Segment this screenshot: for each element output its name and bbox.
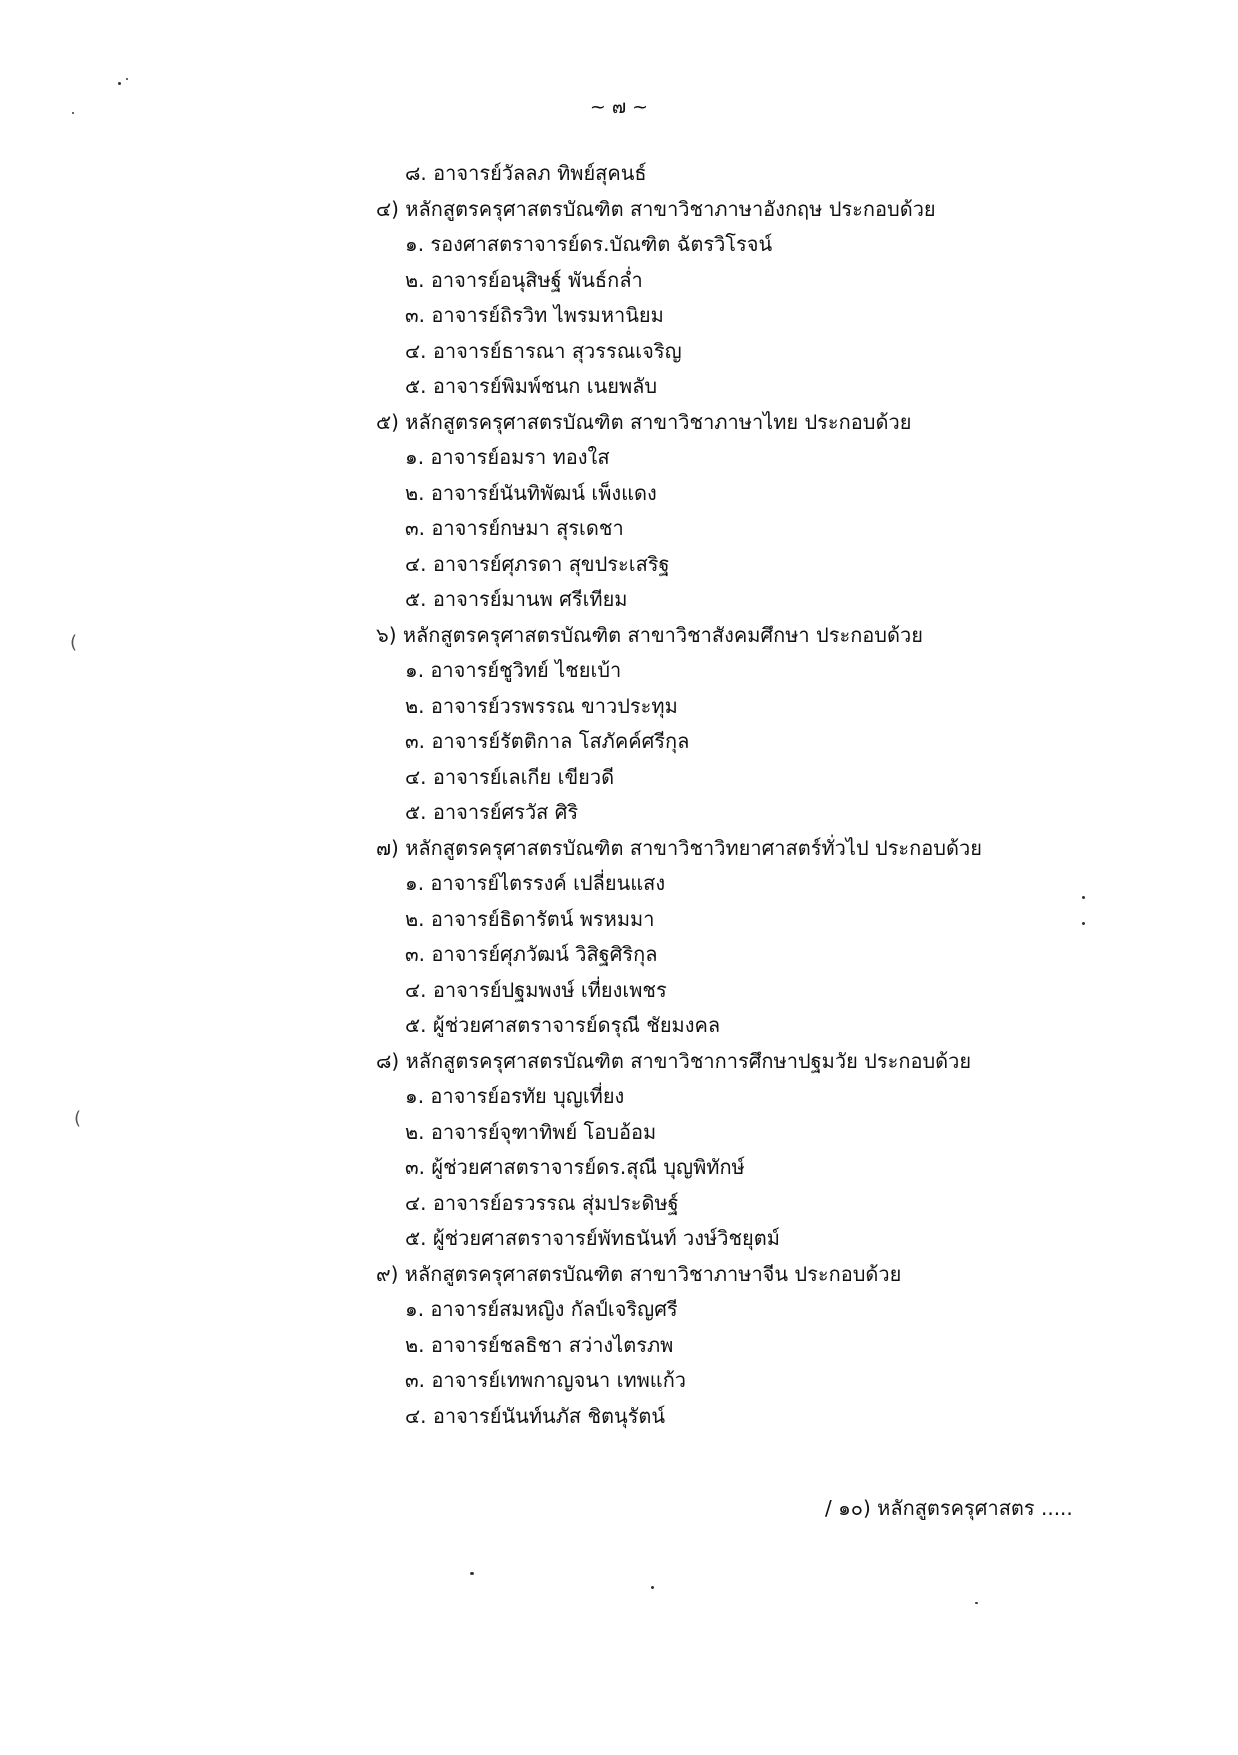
member-line: ๕. อาจารย์พิมพ์ชนก เนยพลับ <box>405 374 658 398</box>
margin-mark: ( <box>74 1108 82 1129</box>
scan-speck <box>72 112 74 114</box>
member-line: ๔. อาจารย์อรวรรณ สุ่มประดิษฐ์ <box>405 1191 679 1215</box>
member-line: ๒. อาจารย์นันทิพัฒน์ เพ็งแดง <box>405 481 657 505</box>
member-line: ๑. อาจารย์อมรา ทองใส <box>405 445 610 469</box>
member-line: ๑. อาจารย์ชูวิทย์ ไชยเบ้า <box>405 658 622 682</box>
program-heading: ๔) หลักสูตรครุศาสตรบัณฑิต สาขาวิชาภาษาอังกฤษ ประกอบด้วย <box>376 197 936 221</box>
scan-speck <box>1082 896 1085 899</box>
program-heading: ๘) หลักสูตรครุศาสตรบัณฑิต สาขาวิชาการศึกษาปฐมวัย ประกอบด้วย <box>376 1049 972 1073</box>
member-line: ๓. อาจารย์ศุภวัฒน์ วิสิฐศิริกุล <box>405 942 658 966</box>
scan-speck <box>651 1586 654 1589</box>
program-heading: ๕) หลักสูตรครุศาสตรบัณฑิต สาขาวิชาภาษาไทย ประกอบด้วย <box>376 410 912 434</box>
member-line: ๕. ผู้ช่วยศาสตราจารย์พัทธนันท์ วงษ์วิชยุตม์ <box>405 1226 780 1250</box>
member-line: ๕. ผู้ช่วยศาสตราจารย์ดรุณี ชัยมงคล <box>405 1013 721 1037</box>
program-heading: ๗) หลักสูตรครุศาสตรบัณฑิต สาขาวิชาวิทยาศาสตร์ทั่วไป ประกอบด้วย <box>376 836 982 860</box>
member-line: ๔. อาจารย์เลเกีย เขียวดี <box>405 765 615 789</box>
member-line: ๕. อาจารย์ศรวัส ศิริ <box>405 800 579 824</box>
member-line: ๒. อาจารย์วรพรรณ ขาวประทุม <box>405 694 678 718</box>
member-line: ๓. อาจารย์กษมา สุรเดชา <box>405 516 624 540</box>
program-heading: ๙) หลักสูตรครุศาสตรบัณฑิต สาขาวิชาภาษาจีน ประกอบด้วย <box>376 1262 902 1286</box>
member-line: ๑. อาจารย์สมหญิง กัลป์เจริญศรี <box>405 1297 678 1321</box>
member-line: ๔. อาจารย์ศุภรดา สุขประเสริฐ <box>405 552 670 576</box>
member-line: ๓. อาจารย์เทพกาญจนา เทพแก้ว <box>405 1368 687 1392</box>
member-line: ๔. อาจารย์ปฐมพงษ์ เที่ยงเพชร <box>405 978 667 1002</box>
page-number: ~ ๗ ~ <box>589 96 649 118</box>
member-line: ๓. ผู้ช่วยศาสตราจารย์ดร.สุณี บุญพิทักษ์ <box>405 1155 745 1179</box>
member-line: ๒. อาจารย์ชลธิชา สว่างไตรภพ <box>405 1333 674 1357</box>
member-line: ๓. อาจารย์ถิรวิท ไพรมหานิยม <box>405 303 664 327</box>
scan-speck <box>975 1602 978 1604</box>
program-heading: ๖) หลักสูตรครุศาสตรบัณฑิต สาขาวิชาสังคมศึกษา ประกอบด้วย <box>376 623 923 647</box>
scan-speck <box>118 82 121 85</box>
member-line: ๘. อาจารย์วัลลภ ทิพย์สุคนธ์ <box>405 161 647 185</box>
scan-speck <box>1082 922 1085 925</box>
member-line: ๒. อาจารย์ธิดารัตน์ พรหมมา <box>405 907 655 931</box>
member-line: ๒. อาจารย์อนุสิษฐ์ พันธ์กล่ำ <box>405 268 643 292</box>
member-line: ๑. อาจารย์อรทัย บุญเที่ยง <box>405 1084 625 1108</box>
member-line: ๔. อาจารย์นันท์นภัส ชิตนุรัตน์ <box>405 1404 666 1428</box>
member-line: ๓. อาจารย์รัตติกาล โสภัคค์ศรีกุล <box>405 729 690 753</box>
member-line: ๕. อาจารย์มานพ ศรีเทียม <box>405 587 628 611</box>
continuation-note: / ๑๐) หลักสูตรครุศาสตร ..... <box>825 1496 1073 1520</box>
margin-mark: ( <box>70 632 78 653</box>
member-line: ๑. รองศาสตราจารย์ดร.บัณฑิต ฉัตรวิโรจน์ <box>405 232 773 256</box>
member-line: ๔. อาจารย์ธารณา สุวรรณเจริญ <box>405 339 682 363</box>
member-line: ๑. อาจารย์ไตรรงค์ เปลี่ยนแสง <box>405 871 666 895</box>
member-line: ๒. อาจารย์จุฑาทิพย์ โอบอ้อม <box>405 1120 657 1144</box>
scan-speck <box>470 1572 474 1575</box>
scan-speck <box>126 78 128 80</box>
